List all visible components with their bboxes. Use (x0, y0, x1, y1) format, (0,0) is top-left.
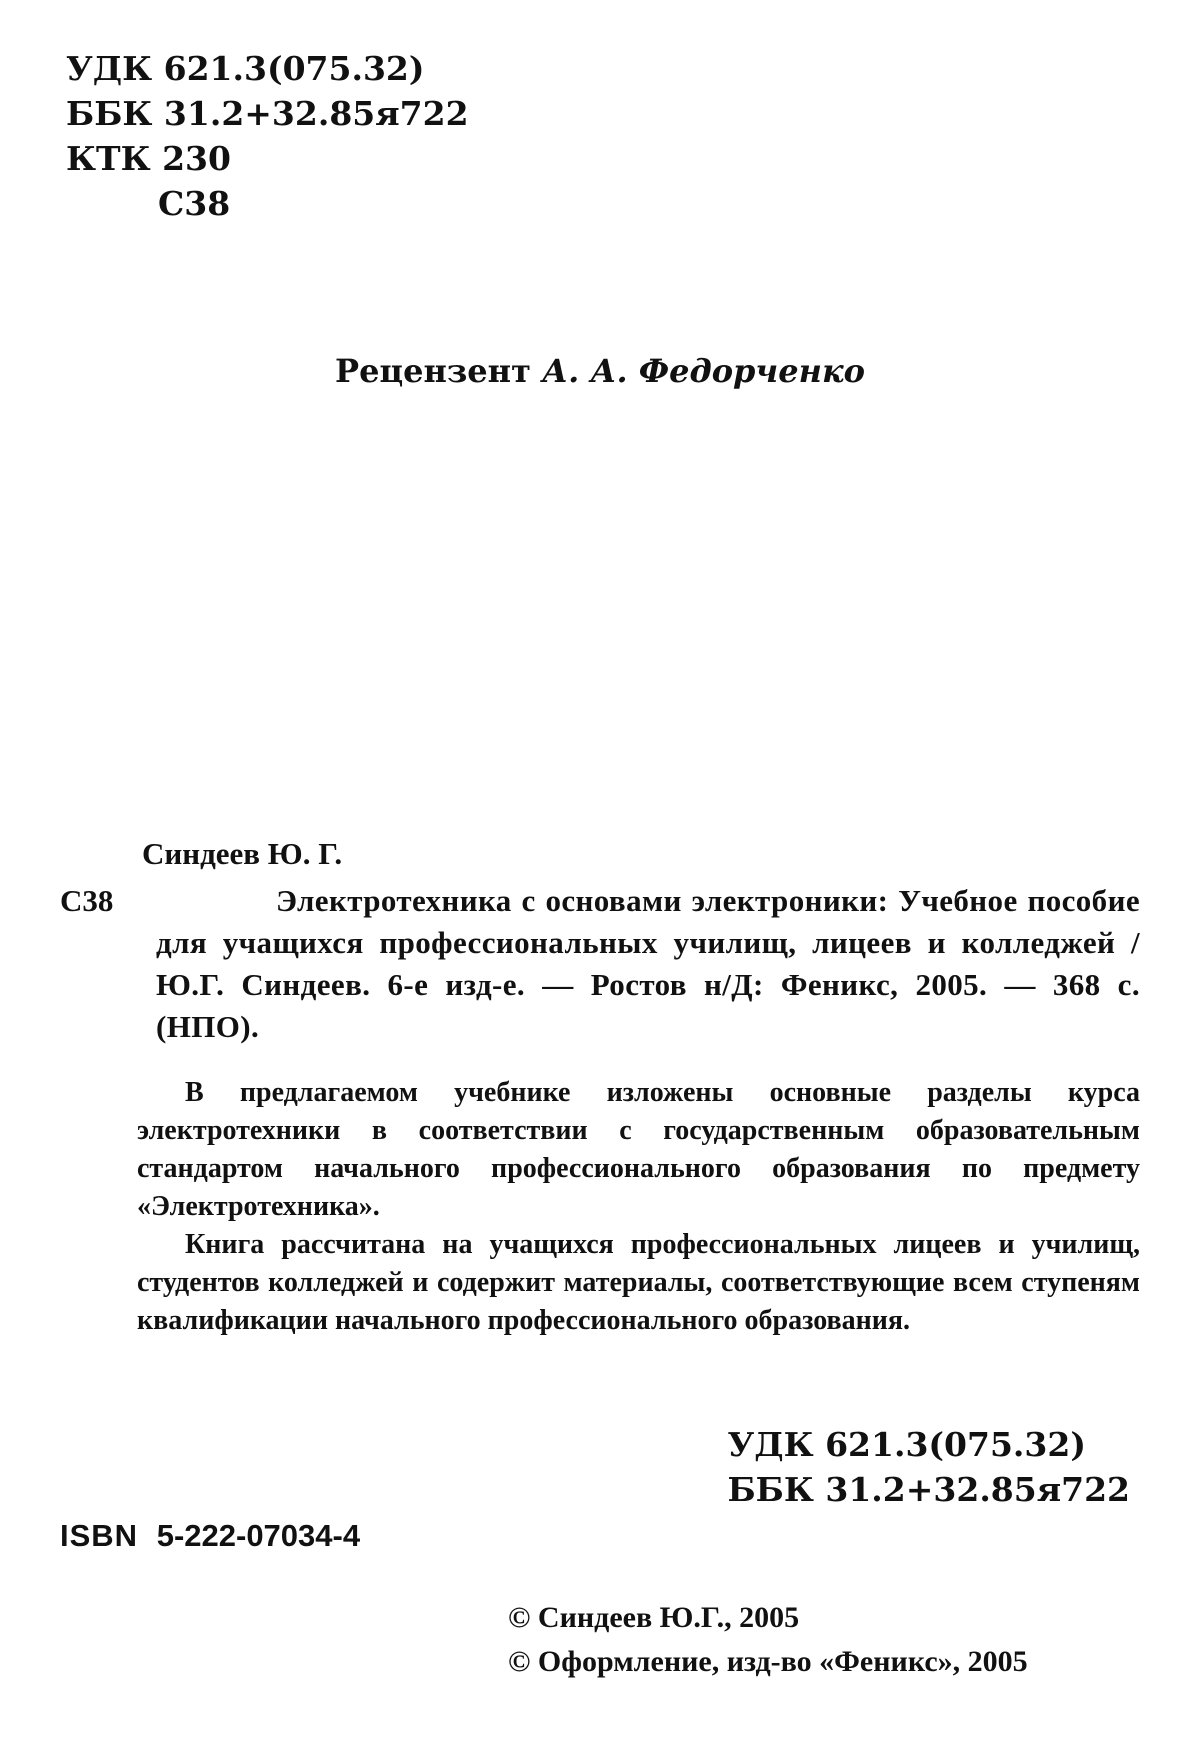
entry-mark: С38 (60, 883, 114, 918)
udk-code-bottom: УДК 621.3(075.32) (727, 1425, 1086, 1464)
bbk-code: ББК 31.2+32.85я722 (66, 94, 469, 133)
annotation-paragraph: Книга рассчитана на учащихся профессиональных лицеев и училищ, студентов колледжей и содержит материалы, соответствующие всем ступеням квалификации начального профессионального образования. (137, 1229, 1140, 1336)
isbn-label: ISBN (60, 1518, 139, 1553)
author-heading: Синдеев Ю. Г. (142, 836, 343, 871)
bibliographic-entry (60, 880, 1140, 1048)
classification-codes (66, 46, 469, 226)
isbn (60, 1518, 360, 1554)
copyright-publisher: © Оформление, изд-во «Феникс», 2005 (508, 1645, 1028, 1678)
author-mark: С38 (158, 184, 231, 223)
ktk-code: КТК 230 (66, 139, 231, 178)
bbk-code-bottom: ББК 31.2+32.85я722 (727, 1470, 1130, 1509)
annotation-paragraph: В предлагаемом учебнике изложены основные разделы курса электротехники в соответствии с государственным образовательным стандартом начального профессионального образования по предмету «Электротехника». (137, 1077, 1140, 1222)
reviewer-label: Рецензент (335, 352, 531, 390)
copyright-author: © Синдеев Ю.Г., 2005 (508, 1601, 800, 1634)
reviewer-name: А. А. Федорченко (542, 352, 865, 390)
isbn-number: 5-222-07034-4 (156, 1518, 361, 1553)
bibliographic-description: Электротехника с основами электроники: Учебное пособие для учащихся профессиональных училищ, лицеев и колледжей / Ю.Г. Синдеев. 6-е изд-е. — Ростов н/Д: Феникс, 2005. — 368 с. (НПО). (156, 883, 1140, 1044)
annotation (137, 1074, 1140, 1340)
udk-code: УДК 621.3(075.32) (66, 49, 425, 88)
copyright-block (508, 1596, 1028, 1684)
reviewer-line (0, 352, 1200, 390)
classification-codes-bottom (727, 1422, 1130, 1512)
